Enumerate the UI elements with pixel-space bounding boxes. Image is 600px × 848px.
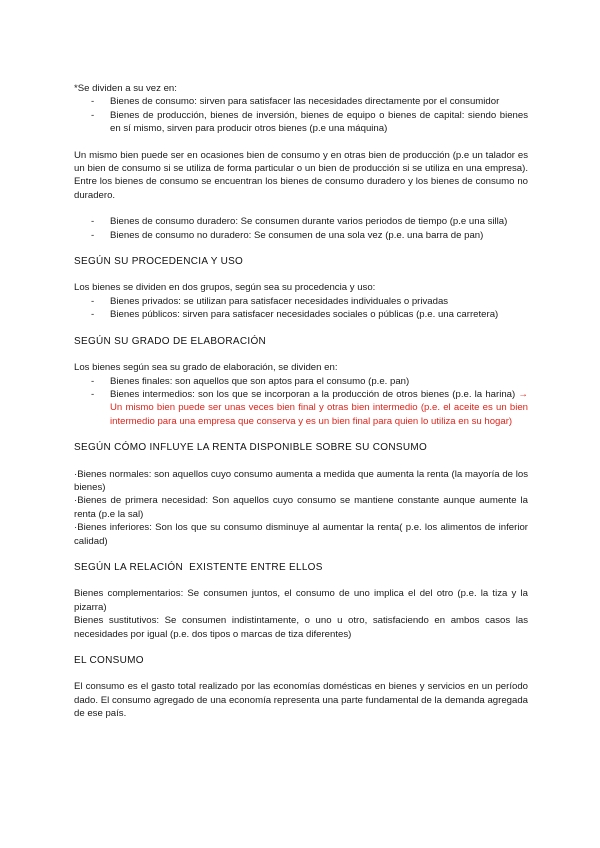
list-item-text: Bienes de consumo: sirven para satisfacer las necesidades directamente por el consumidor <box>110 96 500 108</box>
section-intro: Los bienes según sea su grado de elaboración, se dividen en: <box>74 362 338 374</box>
document-page <box>74 82 528 721</box>
relacion-line: Bienes sustitutivos: Se consumen indistintamente, o uno u otro, satisfaciendo en ambos casos las necesidades por igual (p.e. dos tipos o marcas de tiza diferentes) <box>74 615 528 640</box>
highlighted-note: → Un mismo bien puede ser unas veces bien final y otras bien intermedio (p.e. el aceite es un bien intermedio para una empresa que conserva y es un bien final para quien lo utiliza en su hogar) <box>110 388 528 427</box>
list-dash: - <box>91 229 95 241</box>
list-item-text: Bienes intermedios: son los que se incorporan a la producción de otros bienes (p.e. la harina) <box>110 388 516 400</box>
list-item-text: Bienes públicos: sirven para satisfacer necesidades sociales o públicas (p.e. una carretera) <box>110 309 499 321</box>
list-dash: - <box>91 309 95 321</box>
section-heading: EL CONSUMO <box>74 655 144 666</box>
list-dash: - <box>91 109 95 121</box>
section-heading: SEGÚN SU GRADO DE ELABORACIÓN <box>74 335 267 347</box>
list-item-text: Bienes privados: se utilizan para satisfacer necesidades individuales o privadas <box>110 295 449 307</box>
list-item <box>74 109 528 136</box>
renta-line: ·Bienes de primera necesidad: Son aquellos cuyo consumo se mantiene constante aunque aumente la renta (p.e la sal) <box>74 495 528 520</box>
list-dash: - <box>91 388 95 400</box>
section-intro: Los bienes se dividen en dos grupos, según sea su procedencia y uso: <box>74 282 376 294</box>
paragraph-bienes: Un mismo bien puede ser en ocasiones bien de consumo y en otras bien de producción (p.e un talador es un bien de consumo si se utiliza de forma particular o un bien de producción si se utiliza en una empresa). Entre los bienes de consumo se encuentran los bienes de consumo duradero y los bienes de consumo no duradero. <box>74 149 528 201</box>
list-item-text: Bienes finales: son aquellos que son aptos para el consumo (p.e. pan) <box>110 375 410 387</box>
list-item <box>74 295 528 308</box>
list-dash: - <box>91 295 95 307</box>
list-dash: - <box>91 216 95 228</box>
list-item <box>74 215 528 228</box>
list-item-text: Bienes de producción, bienes de inversión, bienes de equipo o bienes de capital: siendo bienes en sí mismo, sirven para producir otros bienes (p.e una máquina) <box>110 109 528 135</box>
relacion-line: Bienes complementarios: Se consumen juntos, el consumo de uno implica el del otro (p.e. la tiza y la pizarra) <box>74 588 528 613</box>
consumo-paragraph: El consumo es el gasto total realizado por las economías domésticas en bienes y servicios en un período dado. El consumo agregado de una economía representa una parte fundamental de la demanda agregada de ese país. <box>74 681 528 720</box>
list-dash: - <box>91 96 95 108</box>
intro-text: *Se dividen a su vez en: <box>74 83 177 94</box>
list-item <box>74 375 528 388</box>
renta-line: ·Bienes normales: son aquellos cuyo consumo aumenta a medida que aumenta la renta (la mayoría de los bienes) <box>74 468 528 493</box>
list-item-text: Bienes de consumo no duradero: Se consumen de una sola vez (p.e. una barra de pan) <box>110 229 484 241</box>
list-dash: - <box>91 375 95 387</box>
section-heading: SEGÚN SU PROCEDENCIA Y USO <box>74 256 244 268</box>
list-item-text: Bienes de consumo duradero: Se consumen durante varios periodos de tiempo (p.e una silla) <box>110 216 508 228</box>
list-item <box>74 388 528 428</box>
list-item <box>74 229 528 242</box>
section-heading: SEGÚN LA RELACIÓN EXISTENTE ENTRE ELLOS <box>74 561 323 573</box>
section-heading: SEGÚN CÓMO INFLUYE LA RENTA DISPONIBLE SOBRE SU CONSUMO <box>74 442 428 454</box>
list-item <box>74 308 528 321</box>
renta-line: ·Bienes inferiores: Son los que su consumo disminuye al aumentar la renta( p.e. los alimentos de inferior calidad) <box>74 522 528 547</box>
list-item <box>74 95 528 108</box>
